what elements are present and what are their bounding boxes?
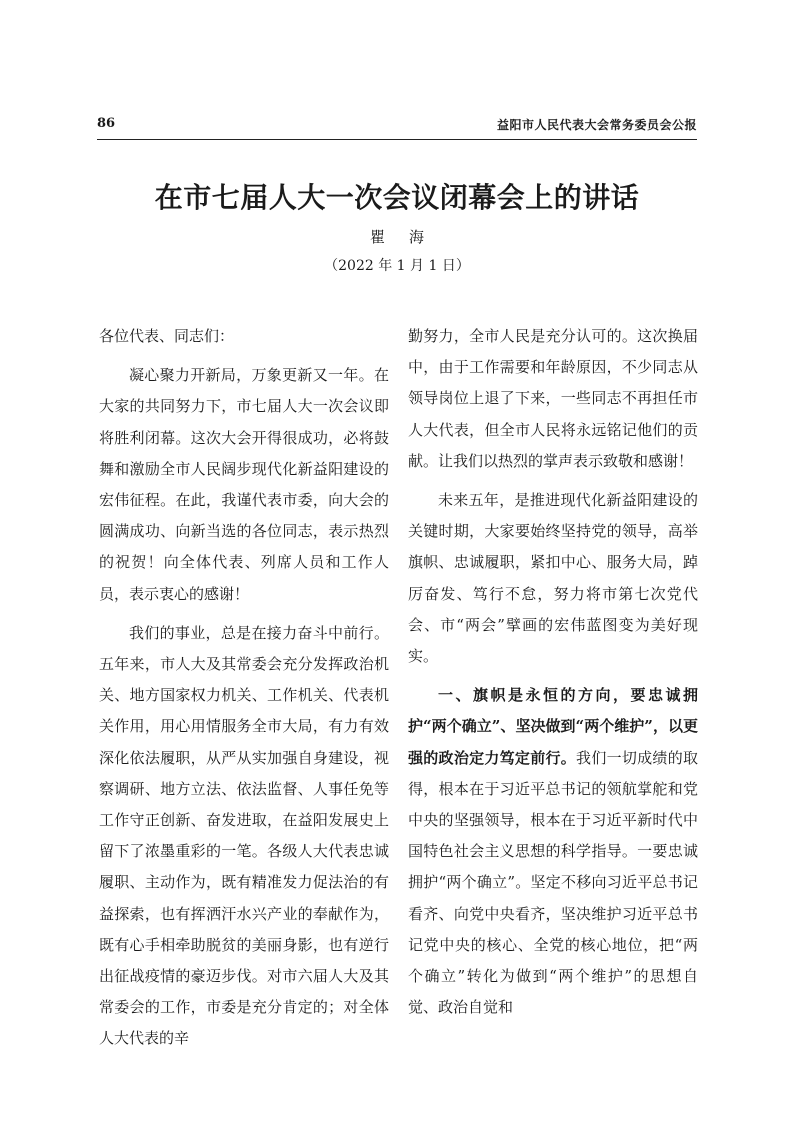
paragraph-3: 未来五年，是推进现代化新益阳建设的关键时期，大家要始终坚持党的领导，高举旗帜、忠诚履职，紧扣中心、服务大局，踔厉奋发、笃行不怠，努力将市第七次党代会、市“两会”擘画的宏伟蓝图变为美好现实。 — [408, 491, 698, 666]
paragraph-2-continued: 勤努力，全市人民是充分认可的。这次换届中，由于工作需要和年龄原因，不少同志从领导岗位上退了下来，一些同志不再担任市人大代表，但全市人民将永远铭记他们的贡献。让我们以热烈的掌声表示致敬和感谢！ — [408, 327, 698, 470]
paragraph-2: 我们的事业，总是在接力奋斗中前行。五年来，市人大及其常委会充分发挥政治机关、地方国家权力机关、工作机关、代表机关作用，用心用情服务全市大局，有力有效深化依法履职，从严从实加强自身建设，视察调研、地方立法、依法监督、人事任免等工作守正创新、奋发进取，在益阳发展史上留下了浓墨重彩的一笔。各级人大代表忠诚履职、主动作为，既有精准发力促法治的有益探索，也有挥洒汗水兴产业的奉献作为，既有心手相牵助脱贫的美丽身影，也有逆行出征战疫情的豪迈步伐。对市六届人大及其常委会的工作，市委是充分肯定的；对全体人大代表的辛 — [99, 623, 389, 1048]
page-number: 86 — [97, 116, 116, 131]
speech-date: （2022 年 1 月 1 日） — [324, 258, 470, 274]
section-heading: 一、旗帜是永恒的方向，要忠诚拥护“两个确立”、坚决做到“两个维护”，以更强的政治定力笃定前行。 — [408, 686, 698, 767]
paragraph-1: 凝心聚力开新局，万象更新又一年。在大家的共同努力下，市七届人大一次会议即将胜利闭幕。这次大会开得很成功，必将鼓舞和激励全市人民阔步现代化新益阳建设的宏伟征程。在此，我谨代表市委，向大会的圆满成功、向新当选的各位同志，表示热烈的祝贺！向全体代表、列席人员和工作人员，表示衷心的感谢！ — [99, 366, 389, 603]
author: 瞿海 — [369, 228, 448, 246]
paragraph-4 — [408, 680, 698, 1023]
header-rule — [97, 139, 697, 140]
salutation: 各位代表、同志们： — [99, 327, 235, 345]
right-column — [408, 321, 698, 1023]
journal-title: 益阳市人民代表大会常务委员会公报 — [496, 118, 697, 132]
left-column — [99, 321, 389, 1055]
section-text: 我们一切成绩的取得，根本在于习近平总书记的领航掌舵和党中央的坚强领导，根本在于习近平新时代中国特色社会主义思想的科学指导。一要忠诚拥护“两个确立”。坚定不移向习近平总书记看齐、向党中央看齐，坚决维护习近平总书记党中央的核心、全党的核心地位，把“两个确立”转化为做到“两个维护”的思想自觉、政治自觉和 — [408, 748, 698, 1017]
article-title: 在市七届人大一次会议闭幕会上的讲话 — [154, 181, 640, 214]
